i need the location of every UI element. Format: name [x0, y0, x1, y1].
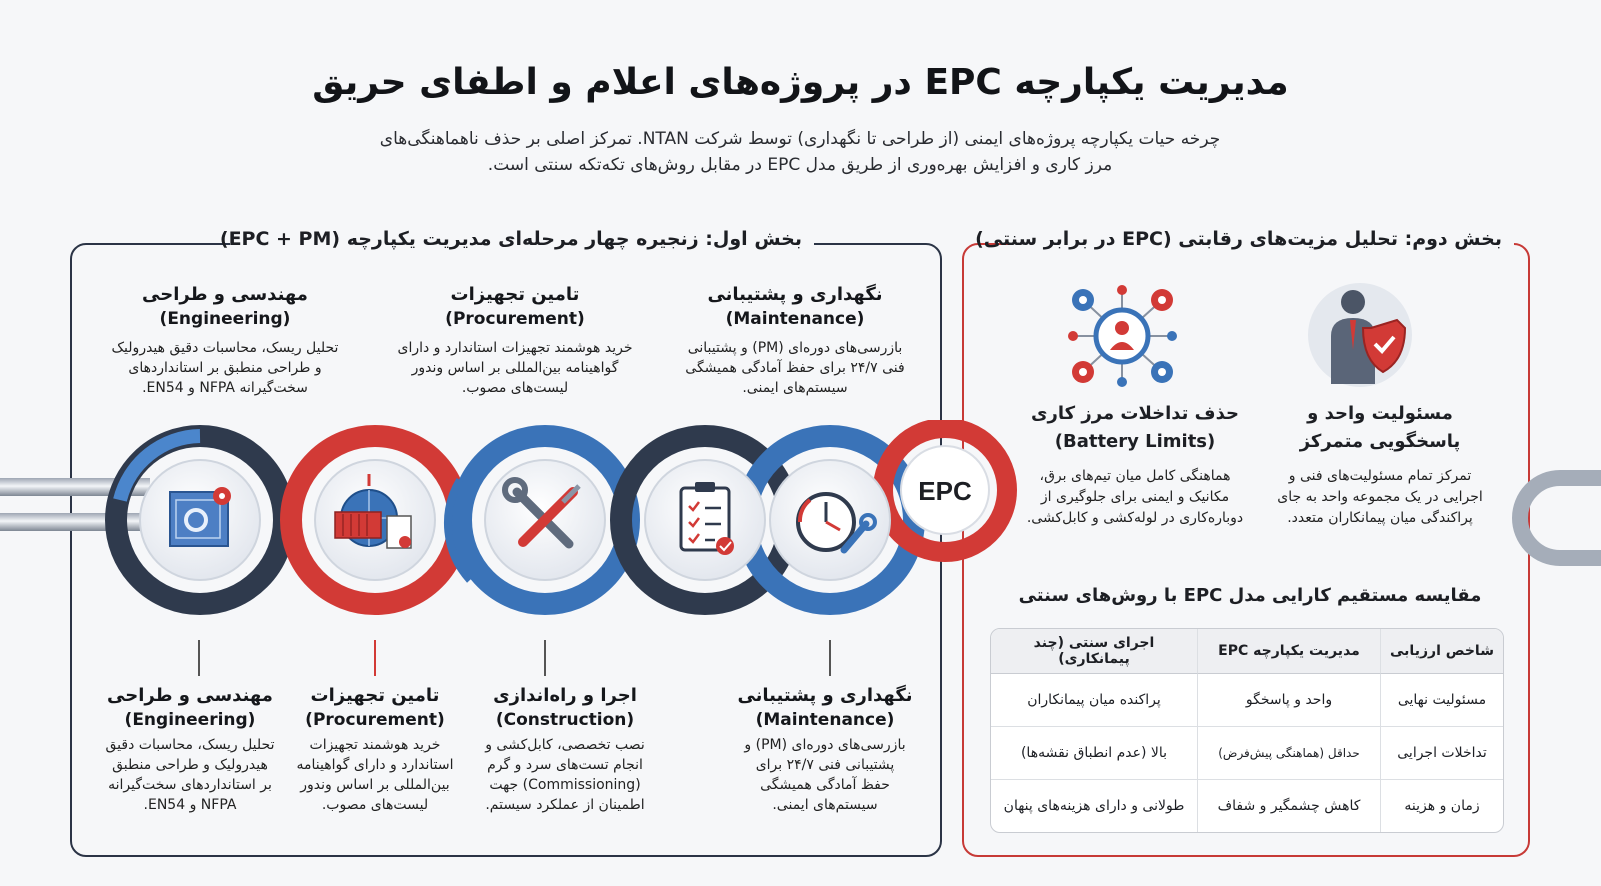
stage-desc-line: لیست‌های مصوب.	[321, 797, 429, 813]
table-cell: طولانی و دارای هزینه‌های پنهان	[1003, 798, 1185, 814]
table-cell: واحد و پاسخگو	[1197, 674, 1380, 727]
feature-desc-line: اجرایی در یک مجموعه واحد به جای	[1277, 489, 1483, 505]
stage-name: مهندسی و طراحی	[142, 284, 308, 305]
stage-desc-line: بر استانداردهای سخت‌گیرانه	[108, 777, 272, 793]
bottom-stage-maintenance	[730, 683, 920, 815]
epc-badge: EPC	[918, 476, 972, 506]
stage-desc-line: خرید هوشمند تجهیزات	[309, 737, 441, 753]
stage-desc-line: تحلیل ریسک، محاسبات دقیق	[105, 737, 275, 753]
top-stage-engineering	[95, 282, 355, 398]
table-cell: مسئولیت نهایی	[1380, 674, 1503, 727]
table-cell: پراکنده میان پیمانکاران	[991, 674, 1197, 727]
stage-desc-line: سیستم‌های ایمنی.	[772, 797, 878, 813]
stage-desc-line: گواهینامه بین‌المللی بر اساس وندور	[411, 360, 619, 376]
stage-desc-line: نصب تخصصی، کابل‌کشی و	[485, 737, 645, 753]
stage-desc-line: حفظ آمادگی همیشگی	[760, 777, 890, 793]
comparison-title: مقایسه مستقیم کارایی مدل EPC با روش‌های سنتی	[1018, 585, 1482, 606]
section-1-title: بخش اول: زنجیره چهار مرحله‌ای مدیریت یکپارچه (EPC + PM)	[230, 228, 814, 250]
table-header-row	[991, 629, 1503, 674]
stage-desc-line: بازرسی‌های دوره‌ای (PM) و	[744, 737, 906, 753]
connector-line	[544, 640, 546, 676]
blueprint-gear-icon	[170, 487, 231, 546]
network-gears-icon	[1065, 282, 1180, 390]
table-cell: تداخلات اجرایی	[1380, 727, 1503, 780]
top-stage-maintenance	[680, 282, 910, 398]
checklist-clipboard-icon	[681, 482, 734, 555]
stage-en: (Procurement)	[445, 309, 585, 329]
feature-single-responsibility	[1265, 400, 1495, 529]
table-cell: کاهش چشمگیر و شفاف	[1197, 780, 1380, 832]
bottom-stage-construction	[470, 683, 660, 815]
stage-desc-line: تحلیل ریسک، محاسبات دقیق هیدرولیک	[111, 340, 339, 356]
shield-person-icon	[1305, 280, 1415, 390]
section-2-title: بخش دوم: تحلیل مزیت‌های رقابتی (EPC در برابر سنتی)	[1010, 228, 1514, 250]
subtitle-line-2: مرز کاری و افزایش بهره‌وری از طریق مدل EPC در مقابل روش‌های تکه‌تکه سنتی است.	[487, 155, 1113, 175]
stage-desc-line: فنی ۲۴/۷ برای حفظ آمادگی همیشگی	[685, 360, 905, 376]
connector-line	[198, 640, 200, 676]
connector-line	[374, 640, 376, 676]
stage-en: (Maintenance)	[755, 710, 895, 730]
stage-name: تامین تجهیزات	[450, 284, 580, 305]
table-row	[991, 780, 1503, 832]
stage-desc-line: پشتیبانی فنی ۲۴/۷ برای	[755, 757, 895, 773]
feature-desc-line: دوباره‌کاری در لوله‌کشی و کابل‌کشی.	[1026, 510, 1244, 526]
stage-desc-line: لیست‌های مصوب.	[461, 380, 569, 396]
feature-title: پاسخگویی متمرکز	[1299, 431, 1461, 452]
pipe-left-bottom	[0, 513, 150, 531]
stage-desc-line: هیدرولیک و طراحی منطبق	[112, 757, 268, 773]
stage-desc-line: سخت‌گیرانه NFPA و EN54.	[142, 380, 308, 396]
stage-desc-line: اطمینان از عملکرد سیستم.	[485, 797, 645, 813]
table-header: شاخص ارزیابی	[1380, 629, 1503, 674]
feature-battery-limits	[1010, 400, 1260, 529]
table-cell: حداقل (هماهنگی پیش‌فرض)	[1197, 727, 1380, 780]
stage-desc-line: (Commissioning) جهت	[489, 777, 641, 793]
stage-en: (Construction)	[495, 710, 635, 730]
stage-desc-line: NFPA و EN54.	[143, 797, 237, 813]
stage-en: (Maintenance)	[725, 309, 865, 329]
table-cell: بالا (عدم انطباق نقشه‌ها)	[991, 727, 1197, 780]
stage-desc-line: سیستم‌های ایمنی.	[742, 380, 848, 396]
page-subtitle	[330, 126, 1270, 178]
stage-desc-line: خرید هوشمند تجهیزات استاندارد و دارای	[397, 340, 633, 356]
stage-name: اجرا و راه‌اندازی	[493, 685, 637, 706]
stage-en: (Engineering)	[124, 710, 256, 730]
stage-desc-line: انجام تست‌های سرد و گرم	[487, 757, 643, 773]
stage-desc-line: بازرسی‌های دوره‌ای (PM) و پشتیبانی	[687, 340, 903, 356]
stage-name: نگهداری و پشتیبانی	[737, 685, 913, 706]
stage-desc-line: و طراحی منطبق بر استانداردهای	[128, 360, 322, 376]
stage-desc-line: بین‌المللی بر اساس وندور	[300, 777, 450, 793]
table-cell: زمان و هزینه	[1380, 780, 1503, 832]
subtitle-line-1: چرخه حیات یکپارچه پروژه‌های ایمنی (از طراحی تا نگهداری) توسط شرکت NTAN. تمرکز اصلی بر حذف ناهماهنگی‌های	[379, 129, 1221, 149]
feature-desc-line: مکانیک و ایمنی برای جلوگیری از	[1040, 489, 1230, 505]
feature-title: (Battery Limits)	[1054, 431, 1216, 452]
page-title: مدیریت یکپارچه EPC در پروژه‌های اعلام و اطفای حریق	[312, 62, 1289, 103]
table-header: اجرای سنتی (چند پیمانکاری)	[991, 629, 1197, 674]
feature-title: حذف تداخلات مرز کاری	[1031, 403, 1239, 424]
stage-name: نگهداری و پشتیبانی	[707, 284, 883, 305]
connector-line	[829, 640, 831, 676]
pipe-right-loop	[1520, 478, 1601, 558]
stage-desc-line: استاندارد و دارای گواهینامه	[296, 757, 454, 773]
table-header: مدیریت یکپارچه EPC	[1197, 629, 1380, 674]
stage-name: تامین تجهیزات	[310, 685, 440, 706]
feature-desc-line: هماهنگی کامل میان تیم‌های برق،	[1039, 468, 1231, 484]
table-row	[991, 674, 1503, 727]
stage-name: مهندسی و طراحی	[107, 685, 273, 706]
bottom-stage-engineering	[95, 683, 285, 815]
stage-en: (Engineering)	[159, 309, 291, 329]
stage-en: (Procurement)	[305, 710, 445, 730]
bottom-stage-procurement	[285, 683, 465, 815]
feature-desc-line: تمرکز تمام مسئولیت‌های فنی و	[1288, 468, 1472, 484]
table-row	[991, 727, 1503, 780]
feature-title: مسئولیت واحد و	[1307, 403, 1453, 424]
top-stage-procurement	[385, 282, 645, 398]
feature-desc-line: پراکندگی میان پیمانکاران متعدد.	[1287, 510, 1473, 526]
comparison-table	[990, 628, 1504, 833]
